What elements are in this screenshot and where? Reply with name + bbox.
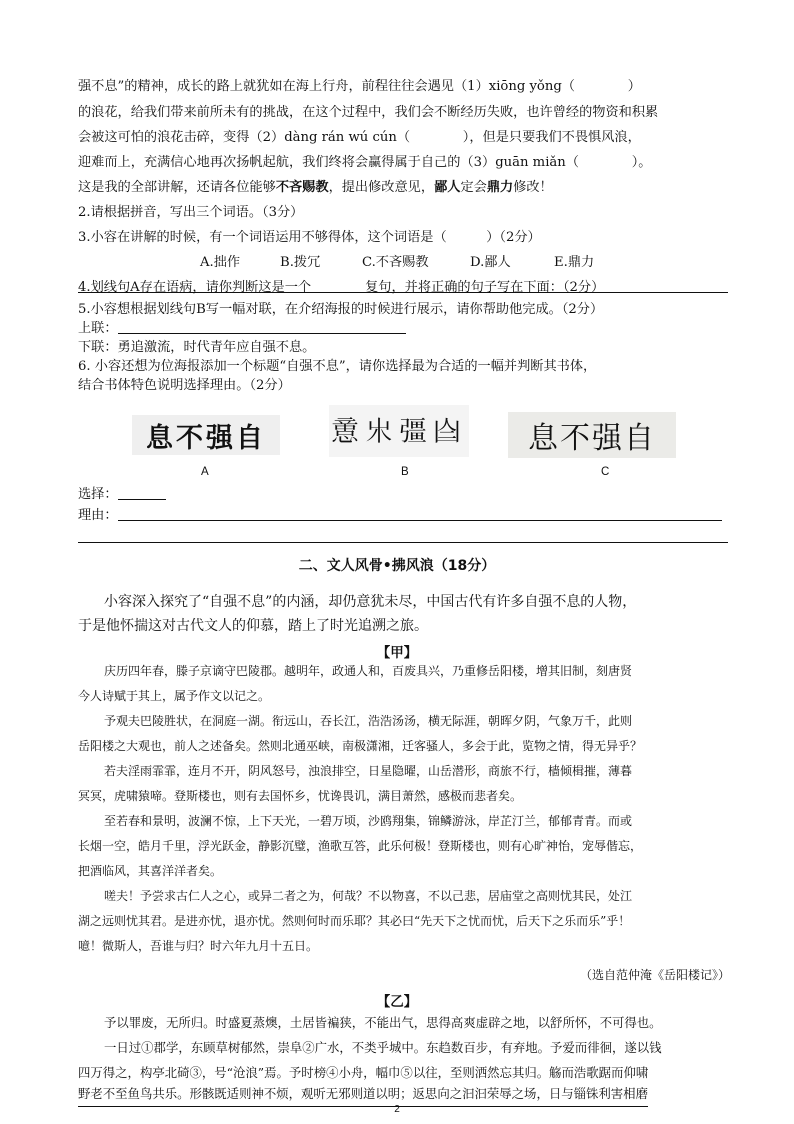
caption-b: B [401,466,409,478]
bold-phrase: 鄙人 [434,180,461,195]
yi-label: 【乙】 [376,994,418,1010]
question-2: 2.请根据拼音，写出三个词语。（3分） [78,205,304,220]
question-3: 3.小容在讲解的时候，有一个词语运用不够得体，这个词语是（ ）（2分） [78,230,541,245]
calligraphy-c-image [508,412,676,458]
passage-line-1: 强不息”的精神，成长的路上就犹如在海上行舟，前程往往会遇见（1）xiōng yǒng（ ） [78,79,641,94]
calligraphy-b-text: 𢡃𣎵彊𦣹 [330,415,467,448]
underlined-sentence: 野老不至鱼鸟共乐。形骸既适则神不烦，观听无邪则道以明；返思向之汩汩荣辱之场，日与锱铢利害相磨 [78,1081,648,1107]
bold-phrase: 不吝赐教 [275,180,329,195]
reason-label: 理由： [78,508,118,523]
passage-line-3: 会被这可怕的浪花击碎，变得（2）dàng rán wú cún（ ），但是只要我们不畏惧风浪， [78,130,641,145]
option-c: C.不吝赐教 [362,255,429,270]
jia-line: 予观夫巴陵胜状，在洞庭一湖。衔远山，吞长江，浩浩汤汤，横无际涯，朝晖夕阴，气象万千，此则 [104,714,633,728]
jia-line: 今人诗赋于其上，属予作文以记之。 [78,689,271,703]
option-b: B.拨冗 [280,255,321,270]
question-5: 5.小容想根据划线句B写一幅对联，在介绍海报的时候进行展示，请你帮助他完成。（2分） [78,302,604,317]
section-2-title: 二、文人风骨•拂风浪（18分） [298,558,496,574]
jia-line: 湖之远则忧其君。是进亦忧，退亦忧。然则何时而乐耶？其必曰“先天下之忧而忧，后天下之乐而乐”乎！ [78,914,631,928]
jia-line: 至若春和景明，波澜不惊，上下天光，一碧万顷，沙鸥翔集，锦鳞游泳，岸芷汀兰，郁郁青青。而或 [104,814,633,828]
passage-text: 修改！ [513,180,553,195]
calligraphy-a-image [132,415,280,455]
question-3-options [200,250,620,276]
upper-couplet-label: 上联： [78,321,118,336]
option-a: A.拙作 [200,255,241,270]
jia-line: 若夫淫雨霏霏，连月不开，阴风怒号，浊浪排空，日星隐曜，山岳潜形，商旅不行，樯倾楫摧，薄暮 [104,764,633,778]
lower-couplet: 下联：勇追激流，时代青年应自强不息。 [78,340,316,355]
caption-a: A [201,466,209,478]
passage-text: 这是我的全部讲解，还请各位能够 [78,180,276,195]
jia-line: 岳阳楼之大观也，前人之述备矣。然则北通巫峡，南极潇湘，迁客骚人，多会于此，览物之情，得无异乎？ [78,739,643,753]
yi-line: 予以罪废，无所归。时盛夏蒸燠，土居皆褊狭，不能出气，思得高爽虚辟之地，以舒所怀，不可得也。 [104,1015,662,1030]
passage-line-2: 的浪花，给我们带来前所未有的挑战，在这个过程中，我们会不断经历失败，也许曾经的物资和积累 [78,105,659,120]
jia-label: 【甲】 [376,645,418,661]
bold-phrase: 鼎力 [486,180,514,195]
answer-line[interactable] [78,292,728,293]
question-4-text: 复句，并将正确的句子写在下面：（2分） [365,280,605,295]
choice-blank[interactable] [118,485,166,500]
answer-blank[interactable] [311,278,365,293]
question-6-line-2: 结合书体特色说明选择理由。（2分） [78,378,291,393]
jia-line: 冥冥，虎啸猿啼。登斯楼也，则有去国怀乡，忧谗畏讥，满目萧然，感极而悲者矣。 [78,789,523,803]
section-2-intro-2: 于是他怀揣这对古代文人的仰慕，踏上了时光追溯之旅。 [78,618,428,634]
passage-line-5 [78,175,728,201]
calligraphy-a-text: 息不强自 [146,422,266,454]
yi-line: 四万得之，构亭北碕③，号“沧浪”焉。予时榜④小舟，幅巾⑤以往，至则洒然忘其归。觞而浩歌踞而仰啸 [78,1065,649,1080]
upper-couplet-blank[interactable] [118,319,406,334]
caption-c: C [601,466,610,478]
reason-blank[interactable] [118,506,722,521]
section-2-intro-1: 小容深入探究了“自强不息”的内涵，却仍意犹未尽，中国古代有许多自强不息的人物， [104,594,637,610]
jia-source: （选自范仲淹《岳阳楼记》） [579,968,730,982]
jia-line: 嗟夫！予尝求古仁人之心，或异二者之为，何哉？不以物喜，不以己悲，居庙堂之高则忧其民，处江 [104,889,633,903]
option-d: D.鄙人 [470,255,511,270]
calligraphy-c-text: 息不强自 [528,421,656,456]
jia-line: 庆历四年春，滕子京谪守巴陵郡。越明年，政通人和，百废具兴，乃重修岳阳楼，增其旧制，刻唐贤 [104,664,633,678]
page-number: 2 [394,1104,400,1115]
jia-line: 把酒临风，其喜洋洋者矣。 [78,864,223,878]
passage-text: ，提出修改意见， [328,180,435,195]
passage-line-4: 迎难而上，充满信心地再次扬帆起航，我们终将会赢得属于自己的（3）guān miǎn（ ）。 [78,155,652,170]
calligraphy-b-image [329,405,469,457]
yi-line: 一日过①郡学，东顾草树郁然，崇阜②广水，不类乎城中。东趋数百步，有弃地。予爱而徘徊，遂以钱 [104,1040,662,1055]
jia-line: 噫！微斯人，吾谁与归？时六年九月十五日。 [78,939,319,953]
question-6-line-1: 6. 小容还想为位海报添加一个标题“自强不息”，请你选择最为合适的一幅并判断其书体， [78,359,597,374]
jia-line: 长烟一空，皓月千里，浮光跃金，静影沉璧，渔歌互答，此乐何极！登斯楼也，则有心旷神怡，宠辱偕忘， [78,839,643,853]
question-4-text: 4.划线句A存在语病，请你判断这是一个 [78,280,312,295]
passage-text: 定会 [460,180,487,195]
reason-line-2[interactable] [78,542,728,543]
choice-label: 选择： [78,487,118,502]
reason-row [78,503,728,529]
option-e: E.鼎力 [554,255,595,270]
